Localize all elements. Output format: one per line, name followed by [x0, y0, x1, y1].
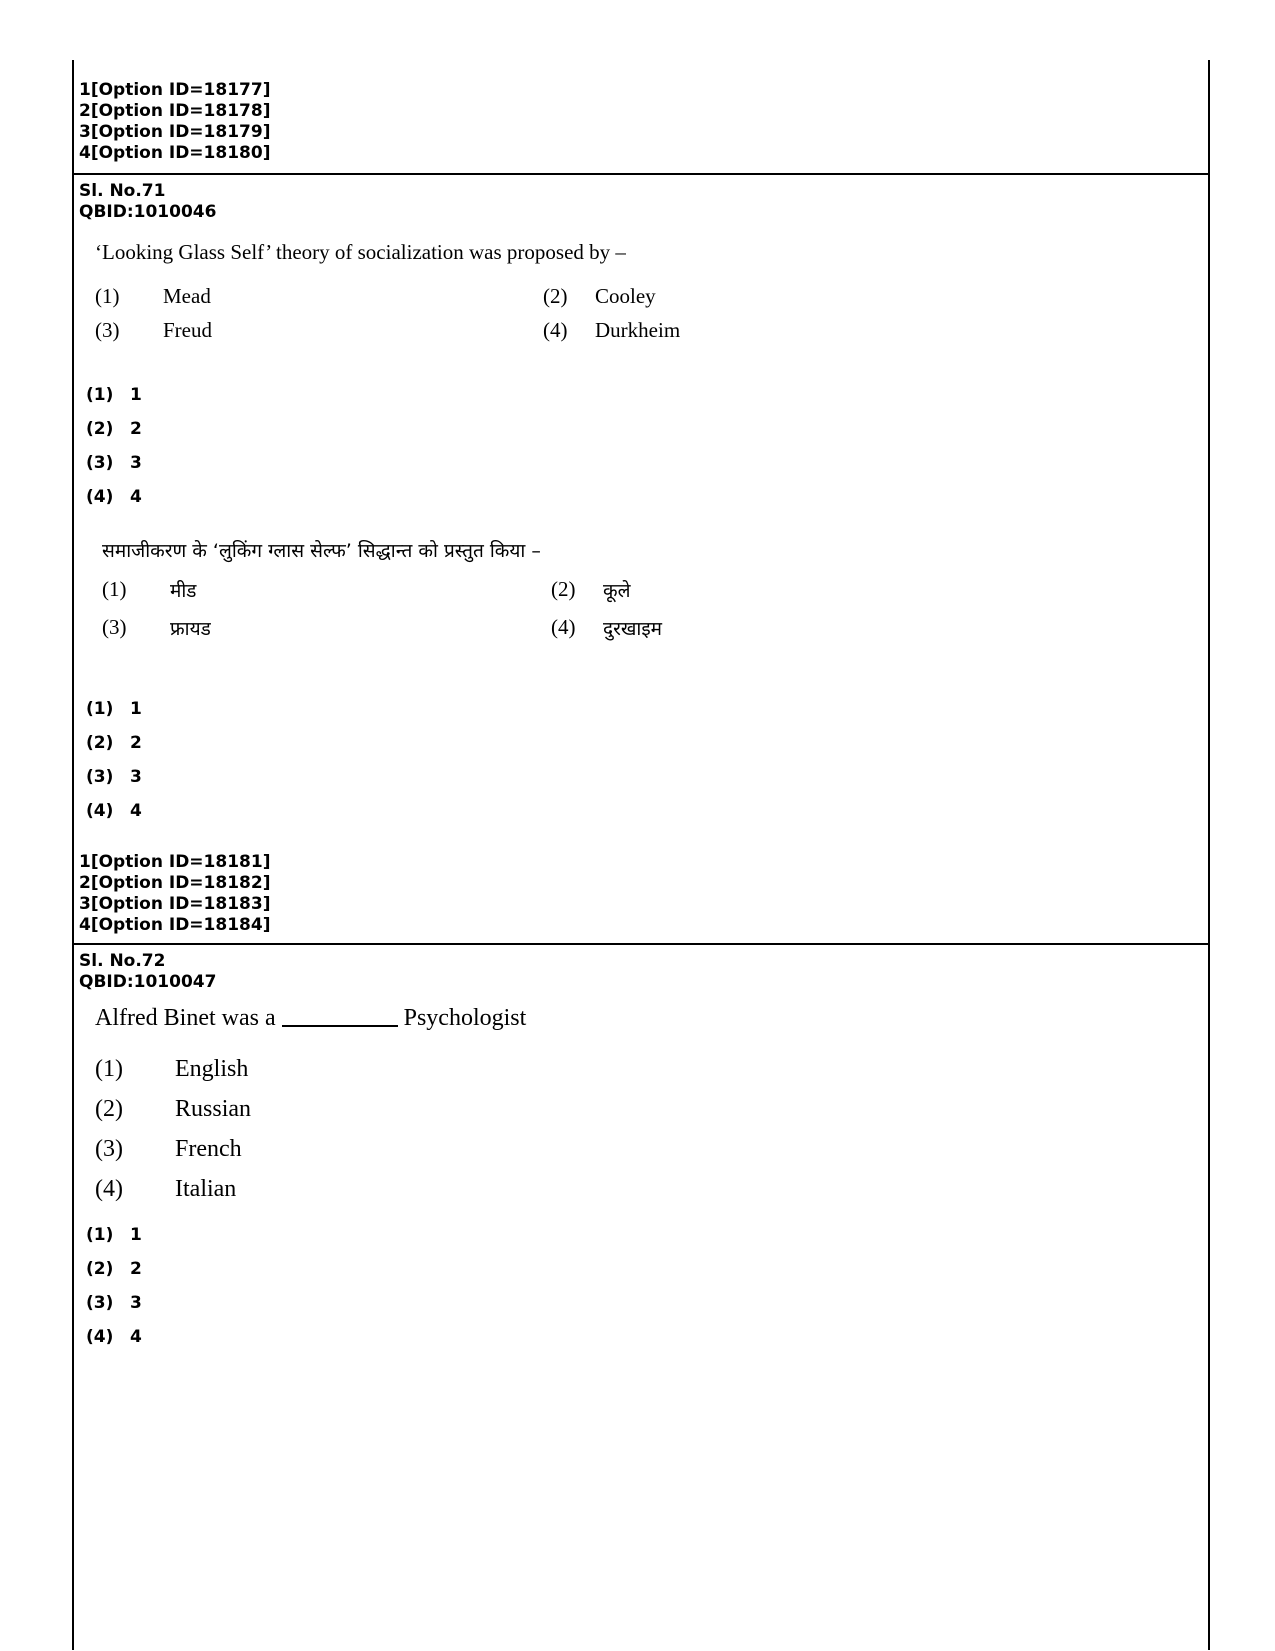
option-number: (2)	[551, 577, 576, 601]
option-number: (4)	[551, 615, 576, 639]
previous-option-ids	[79, 80, 270, 164]
option-text: Durkheim	[595, 318, 681, 342]
option-id-line: 4[Option ID=18180]	[79, 143, 271, 163]
option-text: कूले	[603, 580, 631, 602]
option-id-line: 3[Option ID=18179]	[79, 122, 271, 142]
answer-choice: (1) 1	[86, 385, 142, 405]
divider	[72, 173, 1210, 175]
option-text: Freud	[163, 318, 212, 342]
q71-question-hi: समाजीकरण के ‘लुकिंग ग्लास सेल्फ’ सिद्धान्त को प्रस्तुत किया –	[102, 540, 541, 562]
answer-choice: (2) 2	[86, 1259, 142, 1279]
option-id-line: 1[Option ID=18177]	[79, 80, 271, 100]
qbid: QBID:1010047	[79, 972, 217, 992]
answer-choice: (3) 3	[86, 1293, 142, 1313]
q72-header	[79, 951, 216, 993]
answer-choice: (1) 1	[86, 1225, 142, 1245]
answer-choice: (4) 4	[86, 1327, 142, 1347]
option-number: (4)	[95, 1176, 123, 1202]
option-number: (2)	[543, 284, 568, 308]
option-text: Mead	[163, 284, 211, 308]
q71-question-en: ‘Looking Glass Self’ theory of socialization was proposed by –	[95, 240, 626, 264]
option-text: Italian	[175, 1176, 237, 1202]
answer-choice: (2) 2	[86, 419, 142, 439]
question-text: Psychologist	[403, 1005, 527, 1031]
divider	[72, 943, 1210, 945]
qbid: QBID:1010046	[79, 202, 217, 222]
option-number: (1)	[95, 1056, 123, 1082]
option-text: फ्रायड	[170, 618, 211, 640]
option-id-line: 3[Option ID=18183]	[79, 894, 271, 914]
option-number: (3)	[102, 615, 127, 639]
option-number: (2)	[95, 1096, 123, 1122]
answer-choice: (4) 4	[86, 801, 142, 821]
option-id-line: 1[Option ID=18181]	[79, 852, 271, 872]
option-number: (1)	[95, 284, 120, 308]
option-id-line: 2[Option ID=18182]	[79, 873, 271, 893]
option-text: French	[175, 1136, 242, 1162]
option-text: मीड	[170, 580, 197, 602]
answer-choice: (2) 2	[86, 733, 142, 753]
option-number: (3)	[95, 1136, 123, 1162]
q71-header	[79, 181, 216, 223]
answer-choice: (3) 3	[86, 767, 142, 787]
option-text: दुरखाइम	[603, 618, 663, 640]
serial-number: Sl. No.72	[79, 951, 166, 971]
option-text: Russian	[175, 1096, 252, 1122]
option-number: (1)	[102, 577, 127, 601]
q71-option-ids	[79, 852, 270, 936]
option-text: English	[175, 1056, 249, 1082]
option-id-line: 2[Option ID=18178]	[79, 101, 271, 121]
serial-number: Sl. No.71	[79, 181, 166, 201]
option-number: (4)	[543, 318, 568, 342]
option-number: (3)	[95, 318, 120, 342]
question-text: Alfred Binet was a	[95, 1005, 276, 1031]
q72-question	[95, 1005, 526, 1032]
option-text: Cooley	[595, 284, 656, 308]
fill-in-blank	[282, 1025, 398, 1027]
answer-choice: (1) 1	[86, 699, 142, 719]
answer-choice: (4) 4	[86, 487, 142, 507]
option-id-line: 4[Option ID=18184]	[79, 915, 271, 935]
answer-choice: (3) 3	[86, 453, 142, 473]
